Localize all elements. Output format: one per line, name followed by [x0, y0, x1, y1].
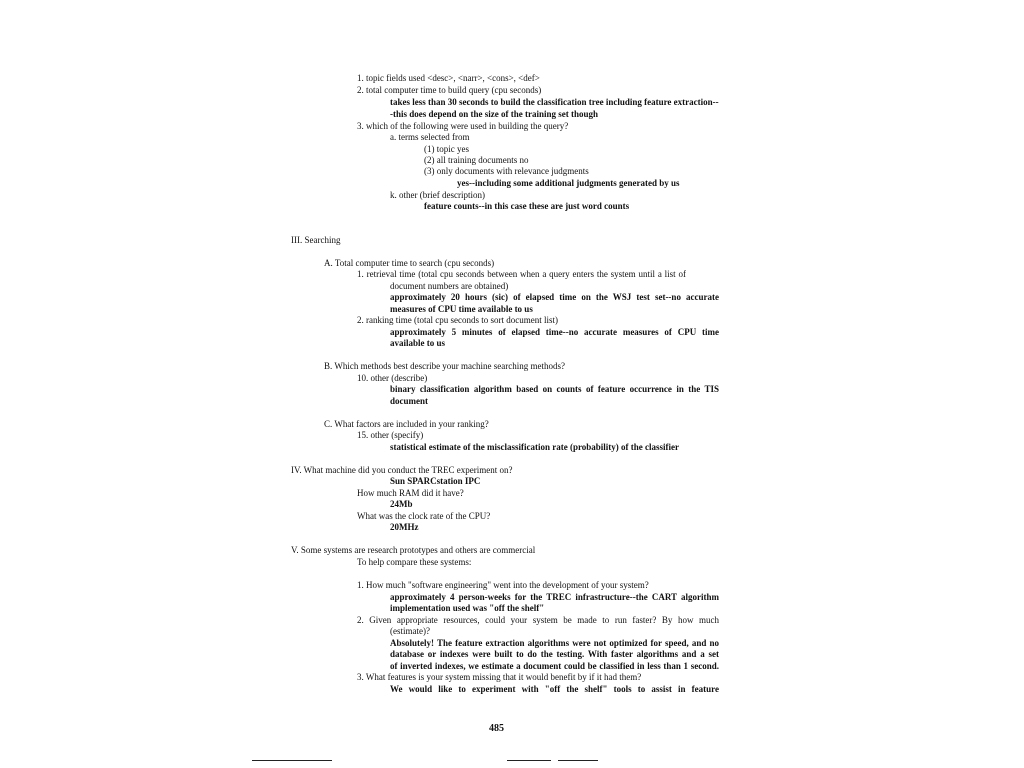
- line-other-specify: 15. other (specify): [357, 430, 424, 440]
- line-topic-yes: (1) topic yes: [424, 144, 469, 154]
- line-total-computer-time: 2. total computer time to build query (cpu seconds): [357, 85, 542, 95]
- line-answer-binary-classification: binary classification algorithm based on counts of feature occurrence in the TIS: [390, 384, 719, 394]
- line-training-docs-no: (2) all training documents no: [424, 155, 529, 165]
- line-answer-judgments: yes--including some additional judgments generated by us: [457, 178, 680, 188]
- line-retrieval-time-cont: document numbers are obtained): [390, 281, 509, 291]
- section-heading-systems: V. Some systems are research prototypes and others are commercial: [291, 545, 536, 555]
- line-topic-fields: 1. topic fields used <desc>, <narr>, <cons>, <def>: [357, 73, 540, 83]
- line-other-describe: 10. other (describe): [357, 373, 428, 383]
- line-other-description: k. other (brief description): [390, 190, 485, 200]
- line-run-faster: 2. Given appropriate resources, could your system be made to run faster? By how much: [357, 615, 719, 625]
- footer-rule-center: [507, 760, 551, 761]
- line-searching-methods: B. Which methods best describe your machine searching methods?: [324, 361, 566, 371]
- page-number: 485: [489, 723, 504, 734]
- line-clock-question: What was the clock rate of the CPU?: [357, 511, 491, 521]
- line-compare-systems: To help compare these systems:: [357, 557, 472, 567]
- line-retrieval-time: 1. retrieval time (total cpu seconds between when a query enters the system until a list of: [357, 269, 686, 279]
- line-ranking-factors: C. What factors are included in your ranking?: [324, 419, 489, 429]
- line-answer-person-weeks-cont: implementation used was "off the shelf": [390, 603, 545, 613]
- footer-rule-left: [252, 760, 332, 761]
- line-answer-statistical-estimate: statistical estimate of the misclassification rate (probability) of the classifier: [390, 442, 680, 452]
- line-answer-person-weeks: approximately 4 person-weeks for the TREC infrastructure--the CART algorithm: [390, 592, 719, 602]
- line-answer-ram: 24Mb: [390, 499, 413, 509]
- line-missing-features: 3. What features is your system missing that it would benefit by if it had them?: [357, 672, 642, 682]
- line-terms-selected: a. terms selected from: [390, 132, 470, 142]
- line-answer-absolutely: Absolutely! The feature extraction algorithms were not optimized for speed, and no: [390, 638, 719, 648]
- section-heading-machine: IV. What machine did you conduct the TREC experiment on?: [291, 465, 513, 475]
- line-answer-absolutely-cont2: of inverted indexes, we estimate a document could be classified in less than 1 second.: [390, 661, 719, 671]
- line-answer-ranking-cont: available to us: [390, 338, 446, 348]
- line-answer-build-time: takes less than 30 seconds to build the classification tree including feature extraction--: [390, 97, 719, 107]
- line-ranking-time: 2. ranking time (total cpu seconds to sort document list): [357, 315, 558, 325]
- section-heading-searching: III. Searching: [291, 235, 341, 245]
- line-answer-build-time-cont: -this does depend on the size of the training set though: [390, 109, 599, 119]
- line-answer-feature-counts: feature counts--in this case these are just word counts: [424, 201, 630, 211]
- line-answer-machine: Sun SPARCstation IPC: [390, 476, 481, 486]
- line-answer-ranking: approximately 5 minutes of elapsed time--no accurate measures of CPU time: [390, 327, 719, 337]
- line-total-search-time: A. Total computer time to search (cpu seconds): [324, 258, 495, 268]
- line-answer-clock: 20MHz: [390, 522, 419, 532]
- line-software-engineering: 1. How much "software engineering" went into the development of your system?: [357, 580, 649, 590]
- footer-rule-right: [558, 760, 598, 761]
- line-answer-experiment: We would like to experiment with "off the shelf" tools to assist in feature: [390, 684, 719, 694]
- line-relevance-judgments: (3) only documents with relevance judgments: [424, 166, 589, 176]
- line-answer-absolutely-cont1: database or indexes were built to do the testing. With faster algorithms and a set: [390, 649, 719, 659]
- line-ram-question: How much RAM did it have?: [357, 488, 464, 498]
- line-answer-binary-classification-cont: document: [390, 396, 428, 406]
- line-answer-retrieval-cont: measures of CPU time available to us: [390, 304, 533, 314]
- line-query-building: 3. which of the following were used in building the query?: [357, 121, 569, 131]
- line-estimate: (estimate)?: [390, 626, 430, 636]
- line-answer-retrieval: approximately 20 hours (sic) of elapsed time on the WSJ test set--no accurate: [390, 292, 719, 302]
